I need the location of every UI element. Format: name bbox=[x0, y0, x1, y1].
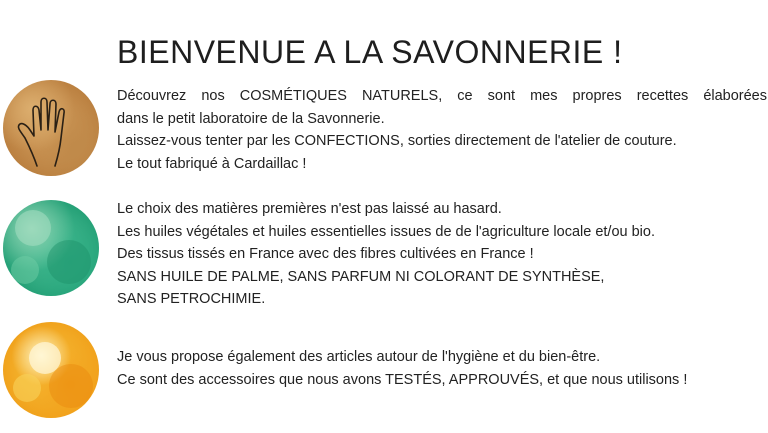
intro-line-4: Le tout fabriqué à Cardaillac ! bbox=[117, 155, 307, 172]
accessories-line-1: Je vous propose également des articles autour de l'hygiène et du bien-être. bbox=[117, 349, 601, 365]
intro-line-1: Découvrez nos COSMÉTIQUES NATURELS, ce sont mes propres recettes élaborées bbox=[117, 88, 767, 104]
materials-paragraph bbox=[117, 198, 767, 311]
hand-icon bbox=[3, 80, 99, 176]
materials-line-4: SANS HUILE DE PALME, SANS PARFUM NI COLORANT DE SYNTHÈSE, bbox=[117, 268, 605, 285]
accessories-line-2: Ce sont des accessoires que nous avons TESTÉS, APPROUVÉS, et que nous utilisons ! bbox=[117, 371, 688, 388]
intro-paragraph bbox=[117, 85, 767, 175]
page-title: BIENVENUE A LA SAVONNERIE ! bbox=[117, 34, 623, 71]
materials-line-2: Les huiles végétales et huiles essentielles issues de de l'agriculture locale et/ou bio. bbox=[117, 223, 655, 240]
intro-line-3: Laissez-vous tenter par les CONFECTIONS, sorties directement de l'atelier de couture. bbox=[117, 133, 677, 149]
green-watercolor-icon bbox=[3, 200, 99, 296]
orange-watercolor-icon bbox=[3, 322, 99, 418]
intro-line-2: dans le petit laboratoire de la Savonnerie. bbox=[117, 110, 385, 127]
accessories-paragraph bbox=[117, 346, 767, 391]
materials-line-5: SANS PETROCHIMIE. bbox=[117, 291, 266, 307]
materials-line-1: Le choix des matières premières n'est pas laissé au hasard. bbox=[117, 201, 502, 217]
materials-line-3: Des tissus tissés en France avec des fibres cultivées en France ! bbox=[117, 246, 534, 262]
